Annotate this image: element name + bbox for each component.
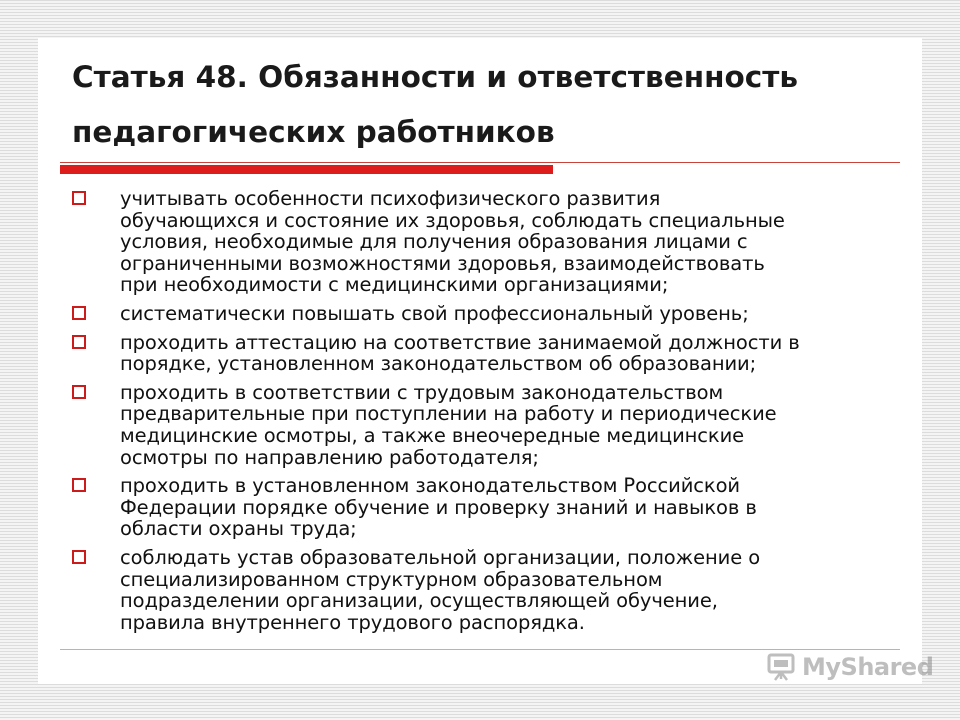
bullet-line: порядке, установленном законодательством об образовании; bbox=[120, 352, 757, 376]
bullet-line: предварительные при поступлении на работу и периодические bbox=[120, 402, 777, 426]
bullet-line: Федерации порядке обучение и проверку знаний и навыков в bbox=[120, 495, 757, 519]
bullet-line: специализированном структурном образовательном bbox=[120, 567, 663, 591]
watermark-logo bbox=[766, 651, 934, 683]
hollow-square-icon bbox=[72, 550, 86, 564]
bullet-line: систематически повышать свой профессиональный уровень; bbox=[120, 301, 749, 325]
bullet-line: учитывать особенности психофизического развития bbox=[120, 187, 661, 210]
bullet-line: проходить в установленном законодательством Российской bbox=[120, 474, 741, 498]
bullet-item bbox=[68, 303, 908, 325]
projector-screen-icon bbox=[766, 652, 796, 682]
bullet-item bbox=[68, 332, 908, 375]
hollow-square-icon bbox=[72, 306, 86, 320]
bullet-line: обучающихся и состояние их здоровья, соблюдать специальные bbox=[120, 208, 785, 232]
bullet-list bbox=[68, 188, 908, 640]
title-divider-accent bbox=[60, 165, 553, 174]
slide-title-line: педагогических работников bbox=[72, 115, 555, 149]
bullet-line: условия, необходимые для получения образования лицами с bbox=[120, 230, 748, 254]
bullet-item bbox=[68, 382, 908, 468]
bullet-line: проходить аттестацию на соответствие занимаемой должности в bbox=[120, 330, 800, 354]
bullet-line: правила внутреннего трудового распорядка. bbox=[120, 610, 585, 634]
bullet-line: ограниченными возможностями здоровья, взаимодействовать bbox=[120, 251, 765, 275]
bullet-line: осмотры по направлению работодателя; bbox=[120, 445, 539, 469]
watermark-text: MyShared bbox=[802, 653, 934, 681]
slide-title bbox=[72, 50, 902, 160]
bullet-item bbox=[68, 475, 908, 540]
bullet-line: медицинские осмотры, а также внеочередные медицинские bbox=[120, 423, 745, 447]
bullet-line: области охраны труда; bbox=[120, 517, 357, 541]
hollow-square-icon bbox=[72, 335, 86, 349]
bullet-line: соблюдать устав образовательной организации, положение о bbox=[120, 545, 761, 569]
bullet-item bbox=[68, 547, 908, 633]
bullet-line: проходить в соответствии с трудовым законодательством bbox=[120, 380, 724, 404]
slide bbox=[38, 38, 934, 684]
title-divider-thin bbox=[60, 162, 900, 163]
footer-divider bbox=[60, 649, 900, 650]
bullet-line: при необходимости с медицинскими организациями; bbox=[120, 273, 669, 297]
hollow-square-icon bbox=[72, 191, 86, 205]
bullet-line: подразделении организации, осуществляющей обучение, bbox=[120, 589, 718, 613]
slide-title-line: Статья 48. Обязанности и ответственность bbox=[72, 60, 798, 94]
bullet-item bbox=[68, 188, 908, 296]
hollow-square-icon bbox=[72, 478, 86, 492]
hollow-square-icon bbox=[72, 385, 86, 399]
